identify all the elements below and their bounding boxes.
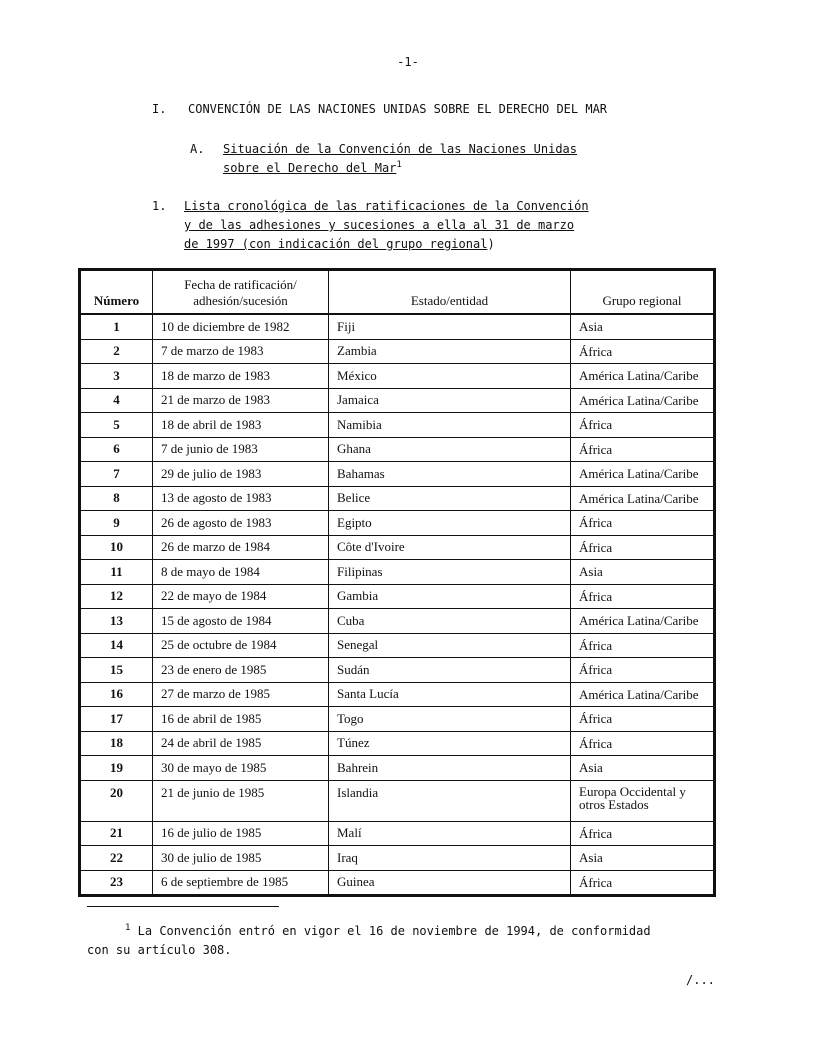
table-row [81, 560, 714, 585]
footnote-text-line1: La Convención entró en vigor el 16 de noviembre de 1994, de conformidad [137, 924, 651, 938]
table-row [81, 388, 714, 413]
header-date: Fecha de ratificación/ adhesión/sucesión [153, 271, 329, 315]
row-number: 16 [81, 682, 153, 707]
table-row [81, 731, 714, 756]
row-group: África [571, 821, 714, 846]
section-number: I. [152, 102, 167, 116]
row-date: 26 de marzo de 1984 [153, 535, 329, 560]
list-heading-line1: Lista cronológica de las ratificaciones de la Convención [184, 199, 589, 213]
row-number: 1 [81, 314, 153, 339]
continuation-mark: /... [686, 973, 715, 987]
row-number: 3 [81, 364, 153, 389]
list-number: 1. [152, 199, 167, 213]
row-number: 19 [81, 756, 153, 781]
table-row [81, 780, 714, 821]
table-row [81, 413, 714, 438]
row-group: África [571, 658, 714, 683]
row-group: África [571, 731, 714, 756]
row-date: 7 de junio de 1983 [153, 437, 329, 462]
table-row [81, 314, 714, 339]
table-row [81, 633, 714, 658]
row-group: África [571, 584, 714, 609]
table-row [81, 682, 714, 707]
row-number: 18 [81, 731, 153, 756]
row-date: 8 de mayo de 1984 [153, 560, 329, 585]
row-group: América Latina/Caribe [571, 388, 714, 413]
row-date: 29 de julio de 1983 [153, 462, 329, 487]
row-number: 9 [81, 511, 153, 536]
row-date: 18 de abril de 1983 [153, 413, 329, 438]
row-group: América Latina/Caribe [571, 462, 714, 487]
row-date: 16 de abril de 1985 [153, 707, 329, 732]
row-state: Senegal [329, 633, 571, 658]
table-header-row [81, 271, 714, 315]
row-group: Asia [571, 846, 714, 871]
row-state: Bahrein [329, 756, 571, 781]
ratifications-table [78, 268, 716, 897]
row-state: Guinea [329, 870, 571, 895]
section-heading [152, 102, 607, 116]
list-heading-line3-tail: ) [487, 237, 495, 251]
row-date: 24 de abril de 1985 [153, 731, 329, 756]
table-row [81, 707, 714, 732]
table-row [81, 511, 714, 536]
row-state: Santa Lucía [329, 682, 571, 707]
row-state: Togo [329, 707, 571, 732]
row-state: Fiji [329, 314, 571, 339]
table-row [81, 658, 714, 683]
header-group: Grupo regional [571, 271, 714, 315]
row-state: Filipinas [329, 560, 571, 585]
table-row [81, 462, 714, 487]
row-group: África [571, 511, 714, 536]
row-group: Asia [571, 560, 714, 585]
row-number: 12 [81, 584, 153, 609]
row-date: 6 de septiembre de 1985 [153, 870, 329, 895]
subsection-title-line2: sobre el Derecho del Mar [223, 161, 397, 175]
table-row [81, 846, 714, 871]
table-body [81, 314, 714, 895]
footnote-reference: 1 [396, 160, 402, 170]
table-row [81, 535, 714, 560]
row-number: 14 [81, 633, 153, 658]
row-state: Malí [329, 821, 571, 846]
row-state: Sudán [329, 658, 571, 683]
row-state: Jamaica [329, 388, 571, 413]
list-heading-line2: y de las adhesiones y sucesiones a ella al 31 de marzo [184, 218, 575, 232]
row-state: Namibia [329, 413, 571, 438]
row-date: 10 de diciembre de 1982 [153, 314, 329, 339]
row-state: Ghana [329, 437, 571, 462]
row-date: 21 de marzo de 1983 [153, 388, 329, 413]
row-state: Bahamas [329, 462, 571, 487]
footnote-text-line2: con su artículo 308. [87, 943, 232, 957]
row-group: África [571, 339, 714, 364]
row-date: 30 de mayo de 1985 [153, 756, 329, 781]
row-group: América Latina/Caribe [571, 486, 714, 511]
table-row [81, 821, 714, 846]
row-date: 21 de junio de 1985 [153, 780, 329, 821]
row-group: África [571, 870, 714, 895]
row-number: 8 [81, 486, 153, 511]
subsection-title-line1: Situación de la Convención de las Naciones Unidas [223, 142, 578, 156]
table-row [81, 870, 714, 895]
row-date: 13 de agosto de 1983 [153, 486, 329, 511]
row-number: 2 [81, 339, 153, 364]
row-date: 7 de marzo de 1983 [153, 339, 329, 364]
row-number: 22 [81, 846, 153, 871]
section-title: CONVENCIÓN DE LAS NACIONES UNIDAS SOBRE EL DERECHO DEL MAR [188, 102, 608, 116]
row-number: 11 [81, 560, 153, 585]
footnote-mark: 1 [125, 923, 131, 933]
row-group: África [571, 535, 714, 560]
row-state: Túnez [329, 731, 571, 756]
row-state: México [329, 364, 571, 389]
row-state: Zambia [329, 339, 571, 364]
row-date: 23 de enero de 1985 [153, 658, 329, 683]
footnote-divider [87, 906, 279, 907]
page-number: -1- [397, 55, 419, 69]
row-number: 10 [81, 535, 153, 560]
row-number: 17 [81, 707, 153, 732]
table-row [81, 437, 714, 462]
table-row [81, 364, 714, 389]
row-number: 21 [81, 821, 153, 846]
row-state: Belice [329, 486, 571, 511]
table-row [81, 584, 714, 609]
row-state: Côte d'Ivoire [329, 535, 571, 560]
row-number: 23 [81, 870, 153, 895]
table-row [81, 756, 714, 781]
row-date: 18 de marzo de 1983 [153, 364, 329, 389]
row-number: 6 [81, 437, 153, 462]
row-state: Islandia [329, 780, 571, 821]
footnote [87, 922, 717, 960]
row-date: 16 de julio de 1985 [153, 821, 329, 846]
table-row [81, 339, 714, 364]
row-number: 13 [81, 609, 153, 634]
row-date: 26 de agosto de 1983 [153, 511, 329, 536]
row-group: América Latina/Caribe [571, 364, 714, 389]
list-heading-line3: de 1997 (con indicación del grupo regional [184, 237, 488, 251]
row-group: África [571, 437, 714, 462]
row-number: 15 [81, 658, 153, 683]
row-state: Cuba [329, 609, 571, 634]
row-state: Iraq [329, 846, 571, 871]
row-date: 22 de mayo de 1984 [153, 584, 329, 609]
subsection-letter: A. [190, 142, 205, 156]
row-group: África [571, 413, 714, 438]
row-number: 7 [81, 462, 153, 487]
row-number: 20 [81, 780, 153, 821]
row-date: 27 de marzo de 1985 [153, 682, 329, 707]
row-number: 5 [81, 413, 153, 438]
row-date: 15 de agosto de 1984 [153, 609, 329, 634]
row-state: Gambia [329, 584, 571, 609]
row-group: África [571, 633, 714, 658]
row-group: América Latina/Caribe [571, 609, 714, 634]
row-group: América Latina/Caribe [571, 682, 714, 707]
table-row [81, 486, 714, 511]
header-number: Número [81, 271, 153, 315]
row-group: Asia [571, 756, 714, 781]
header-state: Estado/entidad [329, 271, 571, 315]
row-state: Egipto [329, 511, 571, 536]
table-row [81, 609, 714, 634]
row-group: Asia [571, 314, 714, 339]
row-group: Europa Occidental y otros Estados [571, 780, 714, 821]
row-number: 4 [81, 388, 153, 413]
row-group: África [571, 707, 714, 732]
row-date: 30 de julio de 1985 [153, 846, 329, 871]
row-date: 25 de octubre de 1984 [153, 633, 329, 658]
